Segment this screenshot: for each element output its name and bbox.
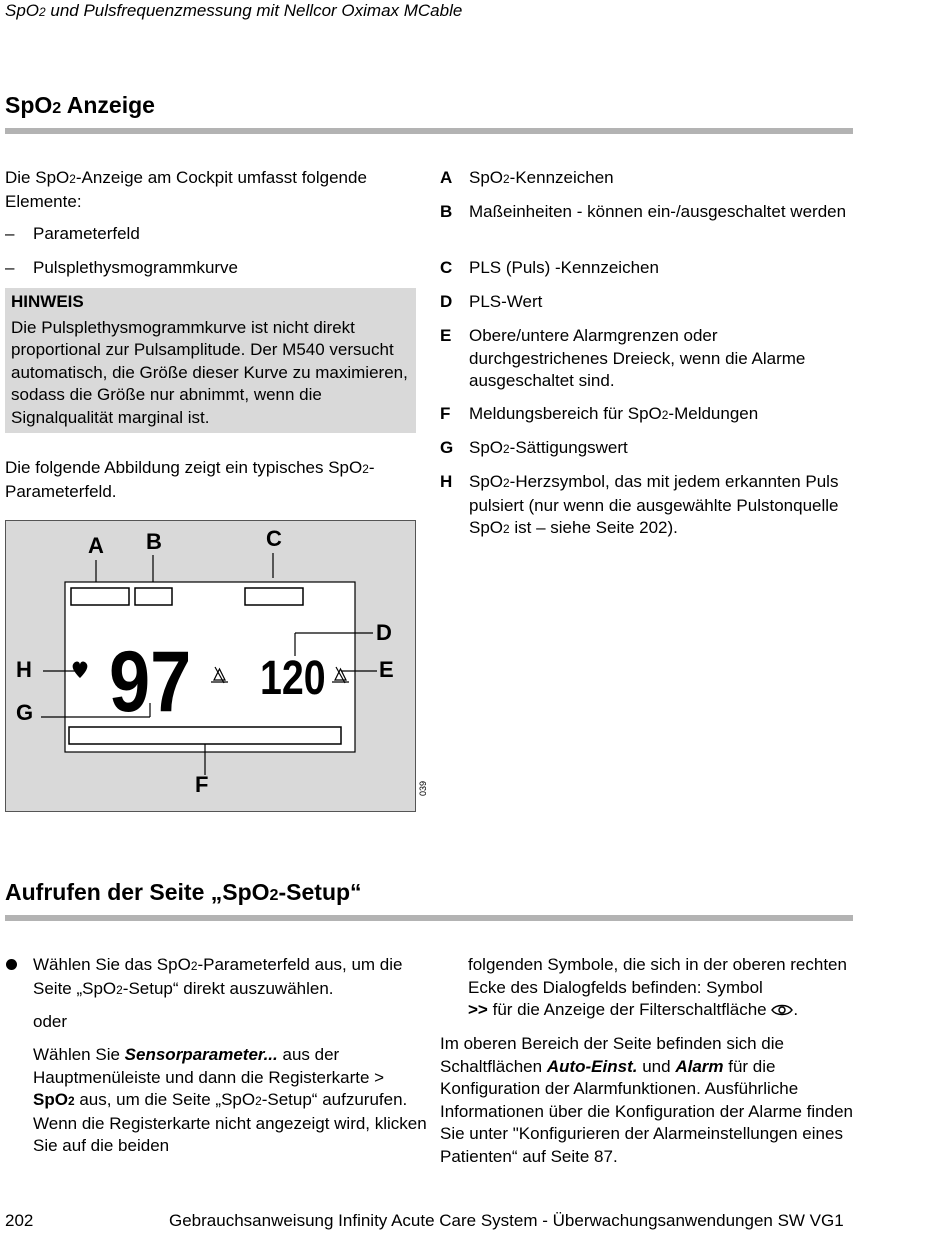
setup-bullet-text: Wählen Sie das SpO2-Parameterfeld aus, um die Seite „SpO2-Setup“ direkt auszuwählen. [33,955,403,998]
section-rule [5,128,853,134]
bullet-kurve: Pulsplethysmogrammkurve [33,258,239,277]
eye-icon [771,1003,793,1017]
section-title-setup: Aufrufen der Seite „SpO2-Setup“ [5,879,362,905]
bullet-dash: – [5,224,15,243]
setup-instructions-right: folgenden Symbole, die sich in der oberen rechten Ecke des Dialogfelds befinden: Symbol >> für die Anzeige der Filterschaltfläche . [468,955,847,1019]
instr-text: . [793,1000,799,1019]
legend-text: SpO2-Sättigungswert [469,438,628,457]
figure-label-b: B [146,529,162,554]
legend-key: E [440,326,452,345]
spo2-parameter-figure [5,520,416,812]
figure-label-f: F [195,772,209,797]
figure-label-g: G [16,700,34,725]
button-ref-auto-einst: Auto-Einst. [546,1056,638,1076]
bullet-dot [6,959,17,970]
legend-key: A [440,168,453,187]
legend-text: Obere/untere Alarmgrenzen oder durchgestrichenes Dreieck, wenn die Alarme ausgeschaltet sind. [469,326,806,390]
figure-label-d: D [376,620,392,645]
note-title: HINWEIS [11,292,84,311]
bullet-dash: – [5,258,15,277]
legend-text: Meldungsbereich für SpO2-Meldungen [469,404,759,423]
para-text: und [642,1056,671,1076]
legend-key: F [440,404,451,423]
legend-text: Maßeinheiten - können ein-/ausgeschaltet werden [469,202,847,221]
legend-key: D [440,292,453,311]
pulse-value: 120 [260,651,326,705]
instr-text: Wählen Sie [33,1045,120,1064]
expand-symbol: >> [468,1000,488,1019]
legend-key: B [440,202,453,221]
figure-label-c: C [266,526,282,551]
instr-text: aus, um die Seite „SpO2-Setup“ aufzurufen. Wenn die Registerkarte nicht angezeigt wird, klicken Sie auf die beiden [33,1090,427,1155]
figure-label-h: H [16,657,32,682]
legend-text: PLS-Wert [469,292,543,311]
figure-label-e: E [379,657,394,682]
bullet-parameterfeld: Parameterfeld [33,224,140,243]
para-text: für die Konfiguration der Alarmfunktionen. Ausführliche Informationen über die Konfiguration der Alarme finden Sie unter "Konfigurieren der Alarmeinstellungen eines Patienten“ auf Seite 87. [440,1056,853,1166]
footer-doc-title: Gebrauchsanweisung Infinity Acute Care System - Überwachungsanwendungen SW VG1 [169,1211,844,1230]
button-ref-alarm: Alarm [675,1056,724,1076]
legend-text: SpO2-Kennzeichen [469,168,614,187]
note-box [5,288,416,433]
intro-paragraph: Die SpO2-Anzeige am Cockpit umfasst folgende Elemente: [5,168,367,211]
legend-key: G [440,438,454,457]
legend-text: SpO2-Herzsymbol, das mit jedem erkannten Puls pulsiert (nur wenn die ausgewählte Pulstonquelle SpO2 ist – siehe Seite 202). [469,472,839,537]
spo2-value: 97 [108,632,192,730]
menu-item-sensorparameter: Sensorparameter... [124,1045,278,1064]
oder-text: oder [33,1012,68,1031]
setup-instructions-left [33,1044,428,1158]
figure-number: 039 [418,780,428,796]
figure-intro: Die folgende Abbildung zeigt ein typisches SpO2-Parameterfeld. [5,458,375,501]
legend-text: PLS (Puls) -Kennzeichen [469,258,659,277]
legend-key: H [440,472,453,491]
section-title-spo2-anzeige: SpO2 Anzeige [5,92,155,118]
page-number: 202 [5,1211,34,1230]
setup-right-paragraph [440,1033,860,1168]
instr-text: für die Anzeige der Filterschaltfläche [492,1000,767,1019]
figure-label-a: A [88,533,104,558]
legend-list [440,167,860,547]
instr-text: aus der Hauptmenüleiste und dann die Registerkarte > [33,1045,385,1087]
note-text: Die Pulsplethysmogrammkurve ist nicht direkt proportional zur Pulsamplitude. Der M540 versucht automatisch, die Größe dieser Kurve zu maximieren, sodass die Größe nur abnimmt, wenn die Signalqualität marginal ist. [11,317,408,427]
para-text: Im oberen Bereich der Seite befinden sich die Schaltflächen [440,1034,784,1076]
section-rule [5,915,853,921]
legend-key: C [440,258,453,277]
running-header: SpO2 und Pulsfrequenzmessung mit Nellcor Oximax MCable [5,1,463,20]
spo2-diagram [5,520,416,812]
tab-spo2-label: SpO2 [33,1090,75,1109]
